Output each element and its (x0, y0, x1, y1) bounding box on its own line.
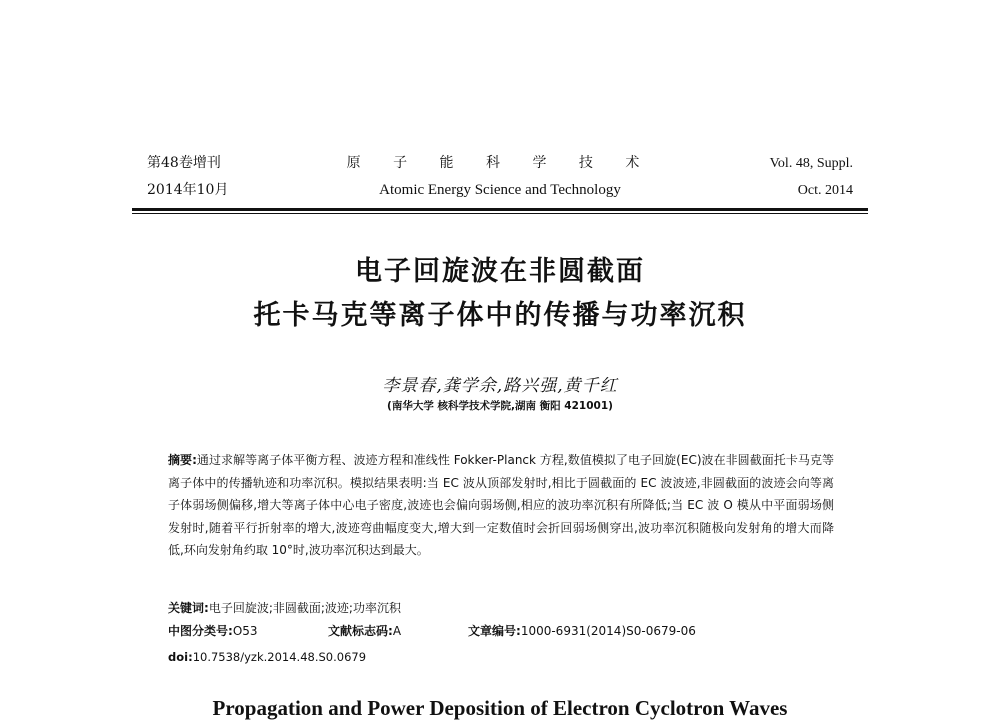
journal-name-cn: 原 子 能 科 学 技 术 (346, 155, 654, 171)
abstract (168, 449, 834, 562)
keywords-text: 电子回旋波;非圆截面;波迹;功率沉积 (208, 601, 401, 615)
doi-line (168, 647, 834, 667)
doc-code-label: 文献标志码: (328, 624, 393, 638)
abstract-text: 通过求解等离子体平衡方程、波迹方程和准线性 Fokker-Planck 方程,数值模拟了电子回旋(EC)波在非圆截面托卡马克等离子体中的传播轨迹和功率沉积。模拟结果表明:当 EC 波从顶部发射时,相比于圆截面的 EC 波波迹,非圆截面的波迹会向等离子体弱场侧偏移,增大等离子体中心电子密度,波迹也会偏向弱场侧,相应的波功率沉积有所降低;当 EC 波 O 模从中平面弱场侧发射时,随着平行折射率的增大,波迹弯曲幅度变大,增大到一定数值时会折回弱场侧穿出,波功率沉积随极向发射角的增大而降低,环向发射角约取 10°时,波功率沉积达到最大。 (168, 453, 834, 557)
article-id-label: 文章编号: (468, 624, 521, 638)
header-right (770, 150, 853, 204)
volume-cn: 第48卷增刊 (147, 155, 221, 171)
article-id-value: 1000-6931(2014)S0-0679-06 (520, 624, 696, 638)
paper-title (0, 250, 1000, 338)
doi-label: doi: (168, 650, 193, 664)
abstract-label: 摘要: (168, 453, 197, 467)
doc-code-value: A (392, 624, 402, 638)
journal-header (147, 150, 853, 204)
keywords-label: 关键词: (168, 601, 209, 615)
date-cn: 2014年10月 (147, 182, 229, 198)
journal-name-en: Atomic Energy Science and Technology (379, 182, 621, 198)
header-rule-thin (132, 213, 868, 214)
doi-value: 10.7538/yzk.2014.48.S0.0679 (192, 650, 367, 664)
authors: 李景春,龚学余,路兴强,黄千红 (382, 376, 618, 396)
clc-value: O53 (232, 624, 258, 638)
title-line-2: 托卡马克等离子体中的传播与功率沉积 (253, 300, 747, 331)
title-line-1: 电子回旋波在非圆截面 (355, 256, 645, 287)
header-center (147, 150, 853, 204)
volume-en: Vol. 48, Suppl. (769, 156, 853, 171)
header-rule-thick (132, 208, 868, 211)
clc-label: 中图分类号: (168, 624, 233, 638)
english-title: Propagation and Power Deposition of Electron Cyclotron Waves (212, 696, 788, 720)
affiliation: (南华大学 核科学技术学院,湖南 衡阳 421001) (387, 400, 613, 412)
date-en: Oct. 2014 (797, 183, 853, 198)
keywords (168, 598, 834, 618)
